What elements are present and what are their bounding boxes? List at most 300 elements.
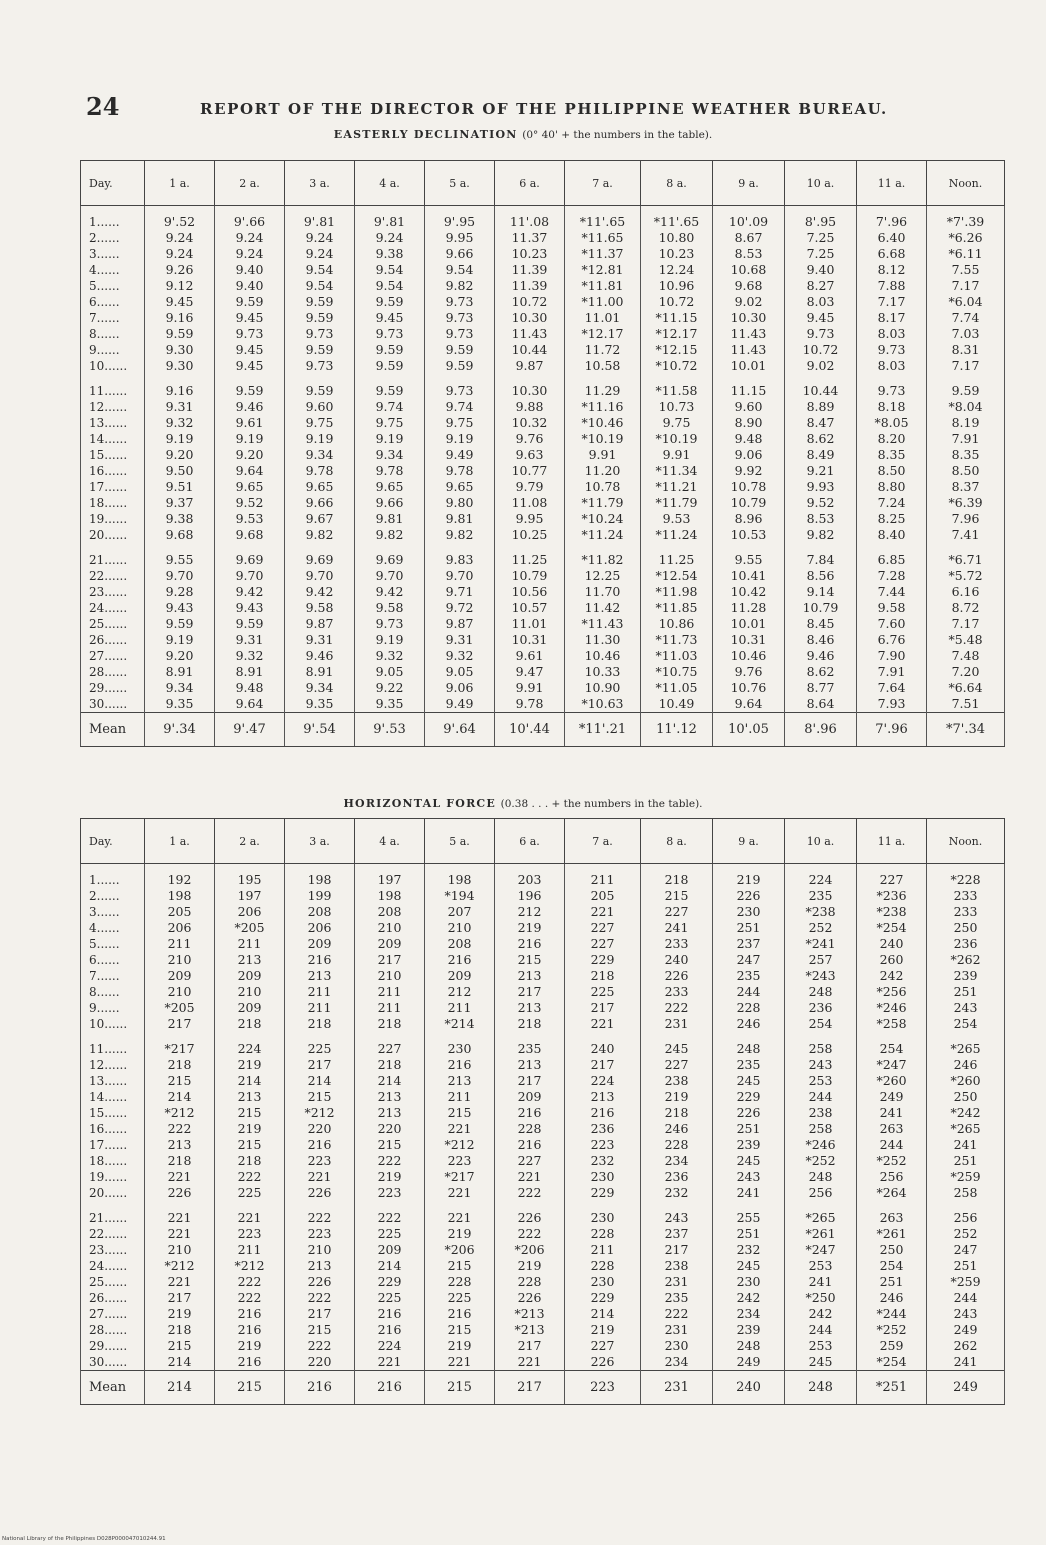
- value-cell: *11.82: [565, 552, 641, 568]
- value-cell: 223: [355, 1185, 425, 1201]
- value-cell: 209: [495, 1089, 565, 1105]
- group-spacer: [81, 1201, 1005, 1210]
- value-cell: 10.46: [565, 648, 641, 664]
- table-row: [81, 984, 1005, 1000]
- value-cell: 9.31: [285, 632, 355, 648]
- value-cell: 9.83: [425, 552, 495, 568]
- column-header: Noon.: [927, 819, 1005, 864]
- day-cell: 14......: [81, 431, 145, 447]
- table-row: [81, 262, 1005, 278]
- value-cell: 245: [713, 1073, 785, 1089]
- value-cell: 231: [641, 1016, 713, 1032]
- value-cell: 8.25: [857, 511, 927, 527]
- value-cell: 9.50: [145, 463, 215, 479]
- spacer-cell: [713, 374, 785, 383]
- value-cell: 9.59: [355, 383, 425, 399]
- value-cell: 217: [145, 1016, 215, 1032]
- value-cell: *11.85: [641, 600, 713, 616]
- value-cell: 211: [145, 936, 215, 952]
- value-cell: 9.73: [285, 326, 355, 342]
- value-cell: 213: [355, 1105, 425, 1121]
- value-cell: 207: [425, 904, 495, 920]
- table1-header-row: [81, 161, 1005, 206]
- table-row: [81, 1057, 1005, 1073]
- value-cell: 8.89: [785, 399, 857, 415]
- value-cell: 240: [641, 952, 713, 968]
- mean-value: 8'.96: [785, 713, 857, 747]
- value-cell: 9.73: [215, 326, 285, 342]
- spacer-cell: [215, 543, 285, 552]
- value-cell: 241: [785, 1274, 857, 1290]
- value-cell: 210: [215, 984, 285, 1000]
- value-cell: 11'.08: [495, 206, 565, 231]
- table-row: [81, 1226, 1005, 1242]
- value-cell: 212: [425, 984, 495, 1000]
- value-cell: 216: [215, 1306, 285, 1322]
- value-cell: 9.19: [145, 632, 215, 648]
- value-cell: *6.04: [927, 294, 1005, 310]
- table1-caption: [0, 128, 1046, 141]
- value-cell: 211: [355, 1000, 425, 1016]
- day-cell: 3......: [81, 904, 145, 920]
- day-cell: 11......: [81, 1041, 145, 1057]
- value-cell: 218: [355, 1016, 425, 1032]
- table-row: [81, 904, 1005, 920]
- value-cell: 254: [927, 1016, 1005, 1032]
- value-cell: 11.08: [495, 495, 565, 511]
- value-cell: 230: [565, 1210, 641, 1226]
- value-cell: *11.15: [641, 310, 713, 326]
- value-cell: 228: [495, 1274, 565, 1290]
- table1-title: EASTERLY DECLINATION: [333, 128, 518, 141]
- value-cell: 10.96: [641, 278, 713, 294]
- value-cell: 9.91: [565, 447, 641, 463]
- value-cell: 11.01: [495, 616, 565, 632]
- value-cell: 8.90: [713, 415, 785, 431]
- value-cell: 9.59: [425, 342, 495, 358]
- value-cell: 213: [565, 1089, 641, 1105]
- value-cell: 9.45: [215, 342, 285, 358]
- value-cell: 8.17: [857, 310, 927, 326]
- spacer-cell: [81, 543, 145, 552]
- value-cell: 10.30: [713, 310, 785, 326]
- value-cell: 221: [355, 1354, 425, 1371]
- table-row: [81, 1089, 1005, 1105]
- value-cell: 247: [927, 1242, 1005, 1258]
- value-cell: 214: [355, 1258, 425, 1274]
- spacer-cell: [215, 1032, 285, 1041]
- value-cell: 9.24: [285, 230, 355, 246]
- day-cell: 5......: [81, 278, 145, 294]
- value-cell: 10.49: [641, 696, 713, 713]
- value-cell: 7'.96: [857, 206, 927, 231]
- value-cell: 9.72: [425, 600, 495, 616]
- mean-value: 7'.96: [857, 713, 927, 747]
- value-cell: 251: [713, 1226, 785, 1242]
- value-cell: 9.14: [785, 584, 857, 600]
- table-row: [81, 1354, 1005, 1371]
- value-cell: 205: [145, 904, 215, 920]
- day-cell: 28......: [81, 1322, 145, 1338]
- value-cell: 213: [495, 968, 565, 984]
- value-cell: 9.58: [857, 600, 927, 616]
- value-cell: 236: [565, 1121, 641, 1137]
- value-cell: 229: [565, 1185, 641, 1201]
- value-cell: *11.24: [641, 527, 713, 543]
- spacer-cell: [785, 374, 857, 383]
- value-cell: 9.73: [425, 294, 495, 310]
- mean-value: 216: [285, 1371, 355, 1405]
- value-cell: 226: [565, 1354, 641, 1371]
- value-cell: 252: [785, 920, 857, 936]
- value-cell: 238: [785, 1105, 857, 1121]
- table-row: [81, 1322, 1005, 1338]
- value-cell: *259: [927, 1274, 1005, 1290]
- value-cell: 9.43: [145, 600, 215, 616]
- value-cell: 9.66: [355, 495, 425, 511]
- value-cell: 11.28: [713, 600, 785, 616]
- value-cell: 11.42: [565, 600, 641, 616]
- value-cell: 7.48: [927, 648, 1005, 664]
- value-cell: 225: [425, 1290, 495, 1306]
- value-cell: 244: [785, 1089, 857, 1105]
- day-cell: 10......: [81, 358, 145, 374]
- value-cell: 233: [641, 936, 713, 952]
- value-cell: 9.81: [425, 511, 495, 527]
- spacer-cell: [355, 543, 425, 552]
- value-cell: 10.57: [495, 600, 565, 616]
- table-row: [81, 495, 1005, 511]
- table-row: [81, 552, 1005, 568]
- value-cell: 228: [425, 1274, 495, 1290]
- value-cell: 237: [713, 936, 785, 952]
- value-cell: 226: [495, 1290, 565, 1306]
- value-cell: 9.71: [425, 584, 495, 600]
- value-cell: 248: [785, 984, 857, 1000]
- value-cell: 9.70: [425, 568, 495, 584]
- day-cell: 23......: [81, 1242, 145, 1258]
- value-cell: *228: [927, 864, 1005, 889]
- day-cell: 19......: [81, 511, 145, 527]
- value-cell: 10.31: [495, 632, 565, 648]
- spacer-cell: [565, 1201, 641, 1210]
- value-cell: 9.05: [355, 664, 425, 680]
- value-cell: *10.46: [565, 415, 641, 431]
- value-cell: 9.19: [425, 431, 495, 447]
- value-cell: *12.81: [565, 262, 641, 278]
- value-cell: 249: [927, 1322, 1005, 1338]
- value-cell: 9.74: [355, 399, 425, 415]
- column-header: 1 a.: [145, 819, 215, 864]
- value-cell: 9.58: [355, 600, 425, 616]
- value-cell: 251: [927, 1153, 1005, 1169]
- value-cell: 215: [145, 1338, 215, 1354]
- value-cell: *11.98: [641, 584, 713, 600]
- value-cell: 226: [285, 1274, 355, 1290]
- value-cell: 8.53: [785, 511, 857, 527]
- value-cell: 246: [641, 1121, 713, 1137]
- value-cell: 248: [785, 1169, 857, 1185]
- value-cell: 241: [641, 920, 713, 936]
- value-cell: 9.06: [713, 447, 785, 463]
- value-cell: 10.79: [785, 600, 857, 616]
- value-cell: 9'.66: [215, 206, 285, 231]
- mean-value: 214: [145, 1371, 215, 1405]
- value-cell: *265: [927, 1121, 1005, 1137]
- column-header: 4 a.: [355, 161, 425, 206]
- value-cell: 211: [565, 1242, 641, 1258]
- value-cell: 215: [425, 1105, 495, 1121]
- value-cell: 219: [713, 864, 785, 889]
- value-cell: 8.03: [857, 326, 927, 342]
- value-cell: 8.80: [857, 479, 927, 495]
- value-cell: 219: [355, 1169, 425, 1185]
- value-cell: 219: [641, 1089, 713, 1105]
- table-row: [81, 1274, 1005, 1290]
- value-cell: *11.00: [565, 294, 641, 310]
- value-cell: 222: [495, 1226, 565, 1242]
- value-cell: 9.53: [215, 511, 285, 527]
- value-cell: 9.59: [145, 326, 215, 342]
- value-cell: 228: [565, 1226, 641, 1242]
- spacer-cell: [285, 1201, 355, 1210]
- value-cell: 9.61: [495, 648, 565, 664]
- value-cell: *11.65: [565, 230, 641, 246]
- value-cell: *254: [857, 1354, 927, 1371]
- value-cell: 9.66: [285, 495, 355, 511]
- value-cell: 9.70: [145, 568, 215, 584]
- value-cell: 9.68: [215, 527, 285, 543]
- column-header: 7 a.: [565, 161, 641, 206]
- value-cell: 220: [355, 1121, 425, 1137]
- value-cell: 217: [565, 1000, 641, 1016]
- value-cell: 7.96: [927, 511, 1005, 527]
- table-row: [81, 447, 1005, 463]
- value-cell: 206: [215, 904, 285, 920]
- value-cell: 9.70: [285, 568, 355, 584]
- value-cell: 221: [495, 1354, 565, 1371]
- value-cell: 9.24: [285, 246, 355, 262]
- value-cell: 225: [355, 1226, 425, 1242]
- value-cell: 216: [355, 1322, 425, 1338]
- value-cell: 221: [565, 904, 641, 920]
- day-cell: 19......: [81, 1169, 145, 1185]
- value-cell: 11.39: [495, 278, 565, 294]
- value-cell: 8.91: [285, 664, 355, 680]
- value-cell: 9.05: [425, 664, 495, 680]
- mean-value: 248: [785, 1371, 857, 1405]
- value-cell: 218: [145, 1057, 215, 1073]
- value-cell: *247: [785, 1242, 857, 1258]
- value-cell: 9.82: [355, 527, 425, 543]
- day-cell: 29......: [81, 1338, 145, 1354]
- value-cell: 248: [713, 1041, 785, 1057]
- value-cell: 218: [565, 968, 641, 984]
- value-cell: 222: [145, 1121, 215, 1137]
- value-cell: 226: [713, 888, 785, 904]
- value-cell: 9.82: [425, 527, 495, 543]
- value-cell: 9.35: [355, 696, 425, 713]
- value-cell: 220: [285, 1121, 355, 1137]
- value-cell: 9.73: [355, 616, 425, 632]
- value-cell: 216: [495, 936, 565, 952]
- value-cell: 9.73: [425, 310, 495, 326]
- value-cell: 8.62: [785, 431, 857, 447]
- value-cell: 245: [785, 1354, 857, 1371]
- value-cell: 199: [285, 888, 355, 904]
- value-cell: 9.24: [215, 246, 285, 262]
- value-cell: 9.40: [215, 278, 285, 294]
- value-cell: 221: [425, 1185, 495, 1201]
- value-cell: 246: [927, 1057, 1005, 1073]
- value-cell: 217: [355, 952, 425, 968]
- value-cell: 214: [215, 1073, 285, 1089]
- value-cell: 9.75: [355, 415, 425, 431]
- value-cell: 215: [425, 1258, 495, 1274]
- value-cell: 9.46: [285, 648, 355, 664]
- day-cell: 26......: [81, 1290, 145, 1306]
- value-cell: 8.64: [785, 696, 857, 713]
- table1-subtitle: (0° 40' + the numbers in the table).: [522, 129, 713, 141]
- spacer-cell: [927, 374, 1005, 383]
- value-cell: 9'.81: [355, 206, 425, 231]
- value-cell: 235: [713, 1057, 785, 1073]
- value-cell: 219: [495, 1258, 565, 1274]
- value-cell: 227: [565, 936, 641, 952]
- value-cell: 244: [857, 1137, 927, 1153]
- value-cell: 8.47: [785, 415, 857, 431]
- column-header: 4 a.: [355, 819, 425, 864]
- value-cell: 222: [641, 1000, 713, 1016]
- value-cell: 9'.81: [285, 206, 355, 231]
- value-cell: 9.66: [425, 246, 495, 262]
- value-cell: 7.17: [927, 616, 1005, 632]
- value-cell: 10.79: [713, 495, 785, 511]
- spacer-cell: [641, 1201, 713, 1210]
- value-cell: 209: [145, 968, 215, 984]
- spacer-cell: [355, 1201, 425, 1210]
- value-cell: 8.35: [927, 447, 1005, 463]
- value-cell: 9.24: [145, 230, 215, 246]
- value-cell: 7.74: [927, 310, 1005, 326]
- value-cell: *260: [927, 1073, 1005, 1089]
- day-cell: 13......: [81, 415, 145, 431]
- value-cell: 9.30: [145, 358, 215, 374]
- table-row: [81, 632, 1005, 648]
- value-cell: 9.87: [495, 358, 565, 374]
- value-cell: 9.24: [355, 230, 425, 246]
- value-cell: 9.80: [425, 495, 495, 511]
- day-cell: 12......: [81, 399, 145, 415]
- value-cell: 10.58: [565, 358, 641, 374]
- value-cell: 223: [285, 1226, 355, 1242]
- value-cell: 8.96: [713, 511, 785, 527]
- value-cell: 9.61: [215, 415, 285, 431]
- value-cell: 245: [641, 1041, 713, 1057]
- value-cell: 9.31: [145, 399, 215, 415]
- value-cell: 9.38: [145, 511, 215, 527]
- day-cell: 20......: [81, 527, 145, 543]
- value-cell: *262: [927, 952, 1005, 968]
- value-cell: 229: [713, 1089, 785, 1105]
- value-cell: 9.73: [857, 342, 927, 358]
- value-cell: *11.79: [641, 495, 713, 511]
- value-cell: 8.50: [927, 463, 1005, 479]
- value-cell: 10.77: [495, 463, 565, 479]
- value-cell: 232: [565, 1153, 641, 1169]
- day-cell: 8......: [81, 984, 145, 1000]
- value-cell: *241: [785, 936, 857, 952]
- value-cell: 8.56: [785, 568, 857, 584]
- value-cell: 9.32: [145, 415, 215, 431]
- value-cell: 9.55: [713, 552, 785, 568]
- spacer-cell: [641, 543, 713, 552]
- day-cell: 7......: [81, 968, 145, 984]
- value-cell: 9.54: [285, 278, 355, 294]
- table-row: [81, 696, 1005, 713]
- value-cell: 9.75: [285, 415, 355, 431]
- value-cell: 9.70: [355, 568, 425, 584]
- mean-value: *11'.21: [565, 713, 641, 747]
- value-cell: 10.33: [565, 664, 641, 680]
- value-cell: 229: [565, 1290, 641, 1306]
- day-cell: 27......: [81, 1306, 145, 1322]
- spacer-cell: [495, 1201, 565, 1210]
- value-cell: 228: [565, 1258, 641, 1274]
- value-cell: *11.16: [565, 399, 641, 415]
- value-cell: 10.25: [495, 527, 565, 543]
- horizontal-force-table: [80, 818, 1005, 1405]
- value-cell: *261: [785, 1226, 857, 1242]
- value-cell: 213: [285, 1258, 355, 1274]
- mean-value: 223: [565, 1371, 641, 1405]
- value-cell: 223: [425, 1153, 495, 1169]
- value-cell: 243: [641, 1210, 713, 1226]
- value-cell: 7.60: [857, 616, 927, 632]
- day-cell: 22......: [81, 568, 145, 584]
- value-cell: *206: [495, 1242, 565, 1258]
- value-cell: 9.73: [785, 326, 857, 342]
- value-cell: 253: [785, 1258, 857, 1274]
- value-cell: 230: [565, 1169, 641, 1185]
- table-row: [81, 648, 1005, 664]
- value-cell: 210: [145, 984, 215, 1000]
- column-header: 11 a.: [857, 161, 927, 206]
- day-cell: 3......: [81, 246, 145, 262]
- group-spacer: [81, 374, 1005, 383]
- table-row: [81, 584, 1005, 600]
- value-cell: 246: [713, 1016, 785, 1032]
- value-cell: 9.34: [285, 447, 355, 463]
- value-cell: 9.16: [145, 383, 215, 399]
- column-header: 9 a.: [713, 819, 785, 864]
- day-cell: 21......: [81, 552, 145, 568]
- value-cell: *258: [857, 1016, 927, 1032]
- value-cell: 7.17: [927, 278, 1005, 294]
- value-cell: 214: [145, 1089, 215, 1105]
- spacer-cell: [81, 1032, 145, 1041]
- table2-subtitle: (0.38 . . . + the numbers in the table).: [500, 798, 703, 810]
- value-cell: *252: [785, 1153, 857, 1169]
- value-cell: 239: [713, 1322, 785, 1338]
- value-cell: 236: [785, 1000, 857, 1016]
- spacer-cell: [145, 1032, 215, 1041]
- easterly-declination-table: [80, 160, 1005, 747]
- table-row: [81, 680, 1005, 696]
- value-cell: 252: [927, 1226, 1005, 1242]
- value-cell: 229: [565, 952, 641, 968]
- value-cell: 8.31: [927, 342, 1005, 358]
